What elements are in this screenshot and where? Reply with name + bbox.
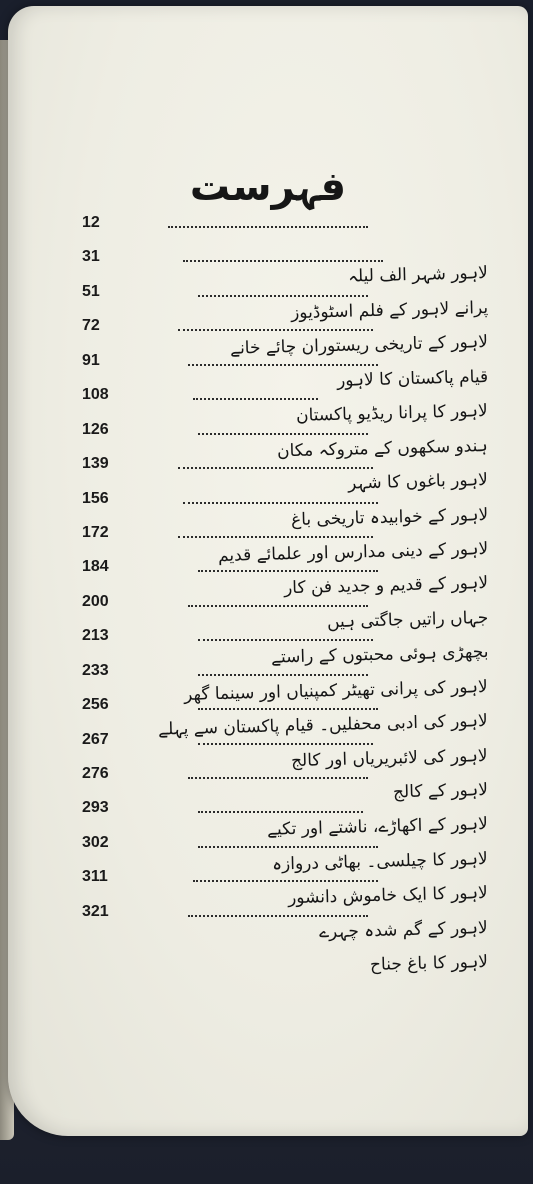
toc-chapter-title: ہندو سکھوں کے متروکہ مکان [277,435,489,462]
toc-dot-leader [178,329,373,331]
book-page [8,6,528,1136]
toc-entry [78,937,489,976]
toc-chapter-title: لاہور کے خوابیدہ تاریخی باغ [290,504,489,530]
toc-chapter-title: لاہور شہر الف لیلہ [347,263,489,288]
toc-chapter-title: پرانے لاہور کے فلم اسٹوڈیوز [290,297,489,324]
toc-entry [78,282,489,324]
toc-entry [78,420,489,462]
toc-entry [78,489,489,530]
toc-page-number: 108 [82,386,109,404]
toc-chapter-title: بچھڑی ہوئی محبتوں کے راستے [270,642,489,668]
toc-page-number: 12 [82,214,100,231]
toc-dot-leader [198,433,368,435]
toc-page-number: 302 [82,833,109,851]
toc-page-number: 156 [82,489,109,507]
toc-dot-leader [183,260,383,262]
toc-page-number: 311 [82,868,108,886]
toc-chapter-title: لاہور کے قدیم و جدید فن کار [283,573,489,599]
toc-chapter-title: لاہور کے دینی مدارس اور علمائے قدیم [217,538,489,567]
toc-chapter-title: قیام پاکستان کا لاہور [336,366,489,391]
toc-chapter-title: لاہور کا باغ جناح [369,952,489,976]
toc-page-number: 126 [82,420,109,438]
toc-dot-leader [178,467,373,469]
table-of-contents [78,214,489,976]
toc-entry [78,592,489,633]
toc-entry [78,833,489,875]
toc-page-number: 91 [82,351,100,369]
toc-page-number: 31 [82,248,100,266]
toc-entry [78,386,489,427]
toc-chapter-title: لاہور کی پرانی تھیٹر کمپنیاں اور سینما گھر [184,676,489,705]
toc-entry [78,902,489,943]
toc-entry [78,627,489,668]
toc-chapter-title: لاہور کا چیلسی۔ بھاٹی دروازہ [272,848,489,875]
toc-dot-leader [188,777,368,779]
page-title: فہرست [189,164,347,210]
toc-dot-leader [188,915,368,917]
toc-entry [78,558,489,599]
toc-page-number: 51 [82,282,100,300]
toc-entry [78,868,489,909]
toc-dot-leader [198,743,373,745]
toc-dot-leader [193,398,318,400]
toc-dot-leader [198,570,378,572]
toc-entry [78,730,489,771]
toc-page-number: 172 [82,523,109,541]
toc-dot-leader [198,846,378,848]
toc-entry [78,455,489,494]
toc-chapter-title: لاہور باغوں کا شہر [348,470,489,494]
toc-page-number: 256 [82,696,109,714]
toc-entry [78,248,489,288]
toc-page-number: 293 [82,799,109,817]
toc-chapter-title: لاہور کے کالج [392,780,489,803]
toc-page-number: 276 [82,765,109,782]
toc-entry [78,214,488,248]
toc-dot-leader [183,502,378,504]
toc-page-number: 184 [82,558,109,576]
toc-dot-leader [188,364,378,366]
toc-chapter-title: لاہور کی ادبی محفلیں۔ قیام پاکستان سے پہلے [158,711,489,740]
toc-chapter-title: لاہور کے اکھاڑے، ناشتے اور تکیے [267,814,489,841]
toc-page-number: 233 [82,661,109,679]
toc-dot-leader [168,226,368,228]
toc-page-number: 139 [82,455,109,473]
toc-chapter-title: لاہور کے تاریخی ریستوران چائے خانے [229,332,489,360]
toc-dot-leader [198,674,368,676]
toc-chapter-title: لاہور کی لائبریریاں اور کالج [291,745,489,771]
toc-dot-leader [198,811,363,813]
toc-dot-leader [188,605,368,607]
toc-dot-leader [198,639,373,641]
toc-dot-leader [193,880,378,882]
toc-page-number: 200 [82,592,109,610]
toc-chapter-title: لاہور کے گم شدہ چہرے [319,917,489,943]
toc-chapter-title: جہاں راتیں جاگتی ہیں [326,607,489,633]
toc-chapter-title: لاہور کا ایک خاموش دانشور [288,883,489,909]
toc-dot-leader [198,708,378,710]
toc-dot-leader [198,295,368,297]
toc-entry [78,799,489,841]
toc-dot-leader [178,536,373,538]
toc-entry [78,765,489,803]
toc-page-number: 213 [82,627,109,645]
toc-chapter-title: لاہور کا پرانا ریڈیو پاکستان [296,401,489,427]
toc-page-number: 267 [82,730,109,748]
toc-page-number: 72 [82,317,100,335]
toc-page-number: 321 [82,902,109,920]
toc-entry [78,351,489,391]
